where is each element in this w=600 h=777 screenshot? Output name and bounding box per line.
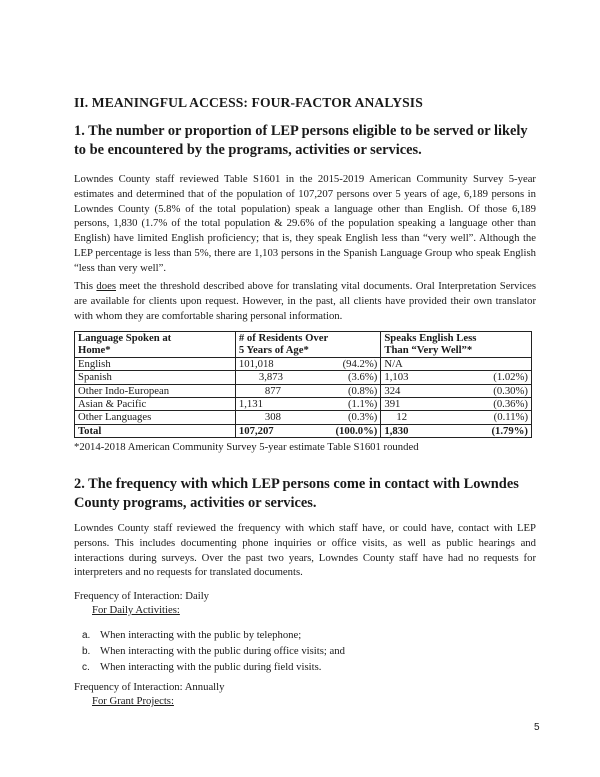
lep-table <box>74 331 532 438</box>
table-row: Other Languages 308 (0.3%) 12 (0.11%) <box>75 411 532 424</box>
list-item: c. When interacting with the public during field visits. <box>82 661 322 673</box>
daily-activities-label: For Daily Activities: <box>92 604 180 616</box>
factor2-heading: 2. The frequency with which LEP persons come in contact with Lowndes County programs, activities or services. <box>74 476 519 511</box>
factor1-heading: 1. The number or proportion of LEP persons eligible to be served or likely to be encountered by the programs, activities or services. <box>74 123 528 158</box>
table-footnote: *2014-2018 American Community Survey 5-year estimate Table S1601 rounded <box>74 441 419 453</box>
grant-projects-label: For Grant Projects: <box>92 695 174 707</box>
table-header-row <box>75 332 532 358</box>
threshold-paragraph: This does meet the threshold described above for translating vital documents. Oral Interpretation Services are available for clients upon request. However, in the past, all clients have provided their own translator with whom they are comfortable sharing personal information. <box>74 280 536 322</box>
factor2-paragraph: Lowndes County staff reviewed the frequency with which staff have, or could have, contact with LEP persons. This includes documenting phone inquiries or office visits, as well as public hearings and interactions during surveys. Over the past two years, Lowndes County staff have had no requests for interpreters and no requests for translated documents. <box>74 522 536 579</box>
section-title: II. MEANINGFUL ACCESS: FOUR-FACTOR ANALYSIS <box>74 95 423 110</box>
page-number: 5 <box>534 722 540 733</box>
frequency-annually: Frequency of Interaction: Annually <box>74 681 225 693</box>
table-total-row: Total 107,207 (100.0%) 1,830 (1.79%) <box>75 424 532 437</box>
table-row: Asian & Pacific 1,131 (1.1%) 391 (0.36%) <box>75 398 532 411</box>
header-speaks-less: Speaks English Less Than “Very Well”* <box>381 332 532 358</box>
frequency-daily: Frequency of Interaction: Daily <box>74 590 210 602</box>
list-item: a. When interacting with the public by telephone; <box>82 629 302 641</box>
table-row: Spanish 3,873 (3.6%) 1,103 (1.02%) <box>75 371 532 384</box>
table-row: English 101,018 (94.2%) N/A <box>75 357 532 370</box>
header-residents: # of Residents Over 5 Years of Age* <box>235 332 380 358</box>
header-language: Language Spoken at Home* <box>75 332 236 358</box>
table-row: Other Indo-European 877 (0.8%) 324 (0.30%) <box>75 384 532 397</box>
list-item: b. When interacting with the public during office visits; and <box>82 645 345 657</box>
factor1-paragraph: Lowndes County staff reviewed Table S1601 in the 2015-2019 American Community Survey 5-year estimates and determined that of the population of 107,207 persons over 5 years of age, 6,189 persons in Lowndes County (5.8% of the total population) speak a language other than English. Of those 6,189 persons, 1,830 (1.7% of the total population & 29.6% of the population speaking a language other than English) have limited English proficiency; that is, they speak English less than “very well”. Although the LEP percentage is less than 5%, there are 1,103 persons in the Spanish Language Group who speak English “less than very well”. <box>74 173 536 274</box>
emphasis-does: does <box>96 280 117 292</box>
